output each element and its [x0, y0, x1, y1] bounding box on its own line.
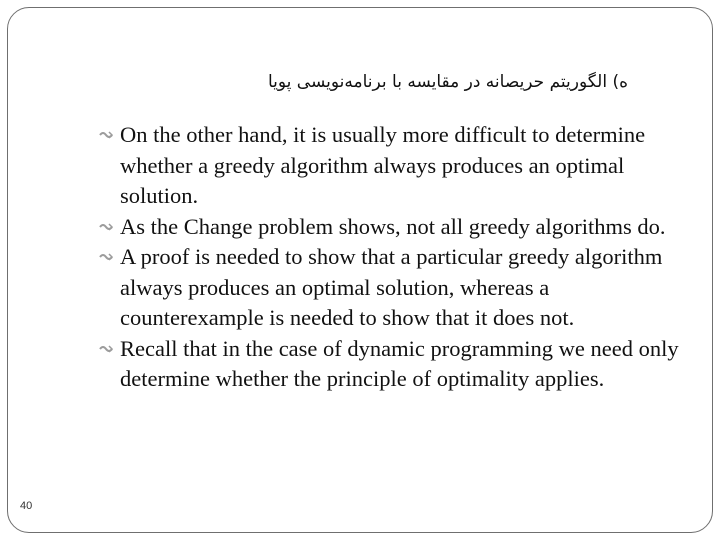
bullet-item [100, 242, 680, 334]
bullet-text: Recall that in the case of dynamic programming we need only determine whether the principle of optimality applies. [120, 335, 679, 391]
arrow-wave-bullet-icon [99, 130, 113, 140]
page-number: 40 [20, 500, 33, 512]
bullet-text: On the other hand, it is usually more difficult to determine whether a greedy algorithm always produces an optimal solution. [120, 122, 646, 208]
arrow-wave-bullet-icon [99, 344, 113, 354]
bullet-text: As the Change problem shows, not all greedy algorithms do. [120, 213, 666, 239]
arrow-wave-bullet-icon [99, 222, 113, 232]
bullet-item [100, 120, 680, 212]
bullet-item [100, 212, 680, 243]
bullet-item [100, 334, 680, 395]
slide-title: ه) الگوریتم حریصانه در مقایسه با برنامه‌نویسی پویا [267, 72, 628, 92]
bullet-list [100, 120, 680, 395]
bullet-text: A proof is needed to show that a particular greedy algorithm always produces an optimal solution, whereas a counterexample is needed to show that it does not. [120, 244, 663, 330]
arrow-wave-bullet-icon [99, 252, 113, 262]
